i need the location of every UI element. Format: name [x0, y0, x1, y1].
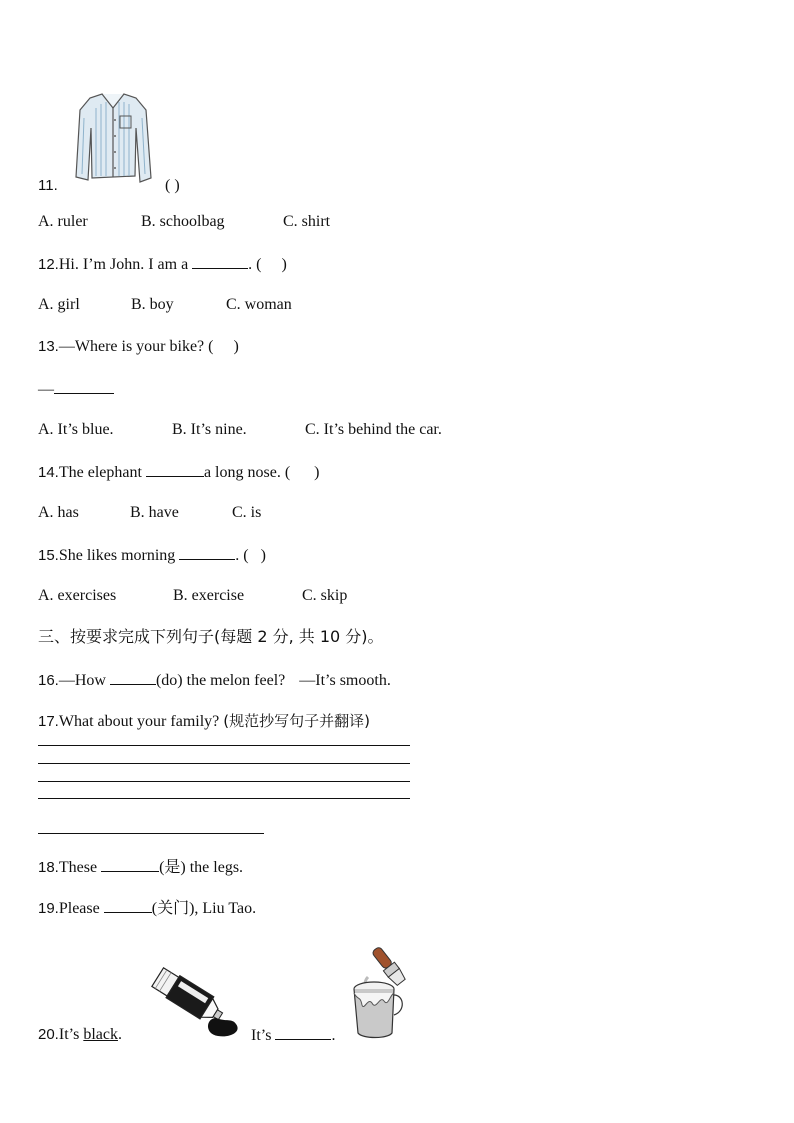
option-b: B. schoolbag — [141, 213, 225, 230]
option-b: B. boy — [131, 296, 174, 313]
question-text: —Where is your bike? ( — [58, 338, 214, 355]
option-a: A. It’s blue. — [38, 421, 114, 438]
paren-close: ) — [314, 464, 320, 481]
question-text-after: . — [117, 1026, 122, 1043]
question-number: 12. — [38, 256, 59, 273]
instruction-text: (规范抄写句子并翻译) — [223, 712, 370, 730]
question-16 — [38, 670, 391, 691]
answer-blank[interactable] — [101, 857, 159, 872]
option-c: C. shirt — [283, 213, 331, 230]
second-sentence — [251, 1025, 335, 1046]
writing-line[interactable] — [38, 763, 410, 764]
answer-blank[interactable] — [146, 462, 204, 477]
writing-line[interactable] — [38, 798, 410, 799]
question-text: It’s — [58, 1026, 80, 1043]
question-text-after: (do) the melon feel? — [155, 672, 286, 689]
option-c: C. skip — [302, 587, 348, 604]
answer-blank[interactable] — [179, 545, 235, 560]
question-text-after: (关门), Liu Tao. — [151, 900, 257, 917]
option-b: B. It’s nine. — [172, 421, 247, 438]
question-text: The elephant — [58, 464, 142, 481]
translation-line[interactable] — [38, 833, 264, 834]
question-number: 18. — [38, 859, 59, 876]
question-14 — [38, 462, 319, 483]
answer-blank[interactable] — [104, 898, 152, 913]
paren-close: ) — [233, 338, 239, 355]
question-number: 13. — [38, 338, 59, 355]
question-text: She likes morning — [58, 547, 176, 564]
answer-paren: ( ) — [165, 177, 180, 194]
question-text-after: . ( — [248, 256, 262, 273]
writing-line[interactable] — [38, 781, 410, 782]
option-a: A. exercises — [38, 587, 117, 604]
option-a: A. has — [38, 504, 79, 521]
reply-text: —It’s smooth. — [299, 672, 391, 689]
option-a: A. ruler — [38, 213, 88, 230]
question-text: Hi. I’m John. I am a — [58, 256, 189, 273]
question-number: 19. — [38, 900, 59, 917]
option-c: C. is — [232, 504, 262, 521]
answer-blank[interactable] — [110, 670, 156, 685]
example-word: black — [83, 1026, 118, 1043]
question-text: These — [58, 859, 98, 876]
question-number: 16. — [38, 672, 59, 689]
question-11 — [38, 176, 58, 196]
question-text-after: a long nose. ( — [203, 464, 291, 481]
paren-close: ) — [281, 256, 287, 273]
question-text-after: . ( — [235, 547, 249, 564]
question-number: 20. — [38, 1026, 59, 1043]
shirt-image — [72, 88, 154, 186]
answer-dash: — — [38, 381, 54, 398]
question-number: 14. — [38, 464, 59, 481]
question-12 — [38, 254, 287, 275]
question-number: 11. — [38, 177, 58, 194]
option-b: B. have — [130, 504, 179, 521]
question-text-after: (是) the legs. — [159, 859, 244, 876]
question-text: Please — [58, 900, 100, 917]
answer-blank[interactable] — [54, 379, 114, 394]
answer-line — [38, 379, 114, 400]
question-text: —How — [58, 672, 106, 689]
question-20 — [38, 1025, 122, 1045]
question-number: 15. — [38, 547, 59, 564]
question-17 — [38, 711, 370, 732]
option-c: C. woman — [226, 296, 292, 313]
second-text-after: . — [331, 1027, 336, 1044]
second-text: It’s — [251, 1027, 272, 1044]
paint-bucket-image — [344, 937, 428, 1041]
section-heading: 三、按要求完成下列句子(每题 2 分, 共 10 分)。 — [38, 627, 384, 646]
question-number: 17. — [38, 713, 59, 730]
answer-blank[interactable] — [275, 1025, 331, 1040]
option-c: C. It’s behind the car. — [305, 421, 442, 438]
option-b: B. exercise — [173, 587, 245, 604]
question-text: What about your family? — [58, 713, 220, 730]
option-a: A. girl — [38, 296, 80, 313]
paren-close: ) — [260, 547, 266, 564]
paint-tube-image — [146, 966, 242, 1040]
question-13 — [38, 337, 239, 357]
question-19 — [38, 898, 256, 919]
question-15 — [38, 545, 266, 566]
answer-blank[interactable] — [192, 254, 248, 269]
question-18 — [38, 857, 243, 878]
writing-line[interactable] — [38, 745, 410, 746]
